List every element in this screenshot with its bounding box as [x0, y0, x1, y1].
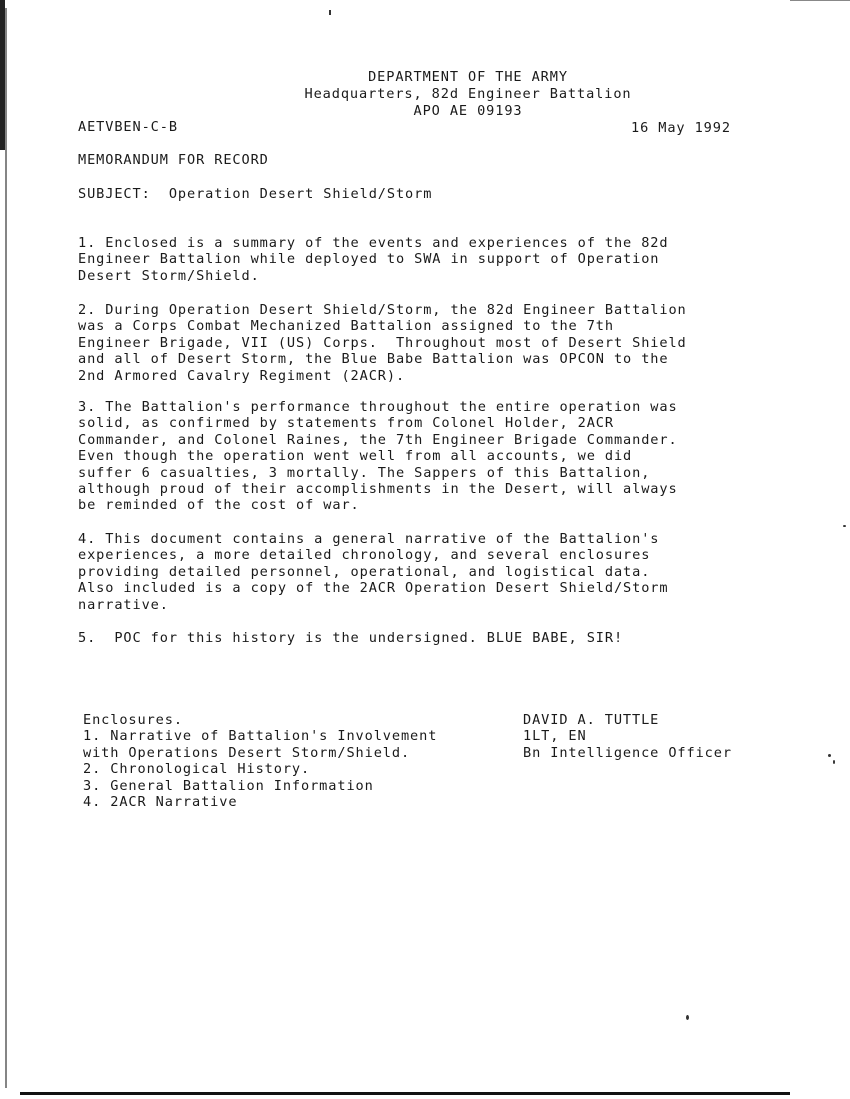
signature-block	[523, 712, 732, 761]
paragraph-line: 2nd Armored Cavalry Regiment (2ACR).	[78, 367, 406, 384]
memo-subject: SUBJECT: Operation Desert Shield/Storm	[78, 186, 433, 202]
paragraph-2	[78, 302, 687, 384]
paragraph-5	[78, 630, 623, 646]
signature-title: Bn Intelligence Officer	[523, 744, 732, 761]
paragraph-line: 4. This document contains a general narrative of the Battalion's	[78, 531, 660, 547]
paragraph-4	[78, 531, 668, 613]
letterhead-department: DEPARTMENT OF THE ARMY	[368, 69, 568, 85]
letterhead-address: APO AE 09193	[413, 103, 523, 119]
list-item: 2. Chronological History.	[83, 761, 311, 778]
scan-speck	[843, 525, 846, 527]
paragraph-line: 5. POC for this history is the undersigned. BLUE BABE, SIR!	[78, 630, 624, 646]
scan-speck	[329, 10, 331, 15]
paragraph-line: be reminded of the cost of war.	[78, 497, 360, 514]
scan-speck	[686, 1015, 689, 1020]
paragraph-line: Also included is a copy of the 2ACR Operation Desert Shield/Storm	[78, 580, 669, 597]
office-symbol: AETVBEN-C-B	[78, 119, 178, 135]
scan-bottom-rule	[20, 1092, 790, 1095]
enclosures-heading: Enclosures.	[83, 712, 183, 728]
signature-name: DAVID A. TUTTLE	[523, 712, 660, 728]
list-item: with Operations Desert Storm/Shield.	[83, 744, 411, 761]
paragraph-line: 3. The Battalion's performance throughout the entire operation was	[78, 399, 678, 415]
enclosures-list	[83, 712, 437, 810]
paragraph-line: providing detailed personnel, operational, and logistical data.	[78, 563, 651, 580]
paragraph-line: suffer 6 casualties, 3 mortally. The Sappers of this Battalion,	[78, 464, 651, 481]
letterhead-headquarters: Headquarters, 82d Engineer Battalion	[304, 86, 632, 102]
list-item: 4. 2ACR Narrative	[83, 794, 238, 811]
paragraph-1	[78, 235, 668, 284]
paragraph-line: Even though the operation went well from all accounts, we did	[78, 448, 633, 465]
memo-date: 16 May 1992	[631, 120, 731, 136]
scan-left-shadow	[5, 8, 7, 1088]
paragraph-line: 2. During Operation Desert Shield/Storm, the 82d Engineer Battalion	[78, 302, 687, 318]
paragraph-line: was a Corps Combat Mechanized Battalion assigned to the 7th	[78, 318, 614, 335]
signature-rank: 1LT, EN	[523, 728, 587, 745]
list-item: 3. General Battalion Information	[83, 777, 374, 794]
scan-top-rule	[790, 0, 850, 1]
paragraph-line: Desert Storm/Shield.	[78, 267, 260, 284]
paragraph-line: and all of Desert Storm, the Blue Babe Battalion was OPCON to the	[78, 351, 669, 368]
list-item: 1. Narrative of Battalion's Involvement	[83, 728, 438, 745]
paragraph-line: 1. Enclosed is a summary of the events and experiences of the 82d	[78, 235, 669, 251]
paragraph-line: Engineer Brigade, VII (US) Corps. Throughout most of Desert Shield	[78, 334, 687, 351]
scan-speck	[833, 760, 835, 764]
memo-for-record: MEMORANDUM FOR RECORD	[78, 152, 269, 168]
scan-speck	[828, 754, 831, 757]
paragraph-line: Engineer Battalion while deployed to SWA in support of Operation	[78, 251, 660, 268]
paragraph-line: although proud of their accomplishments in the Desert, will always	[78, 481, 678, 498]
paragraph-3	[78, 399, 678, 514]
paragraph-line: Commander, and Colonel Raines, the 7th Engineer Brigade Commander.	[78, 431, 678, 448]
paragraph-line: experiences, a more detailed chronology, and several enclosures	[78, 547, 651, 564]
paragraph-line: solid, as confirmed by statements from Colonel Holder, 2ACR	[78, 415, 614, 432]
paragraph-line: narrative.	[78, 596, 169, 613]
